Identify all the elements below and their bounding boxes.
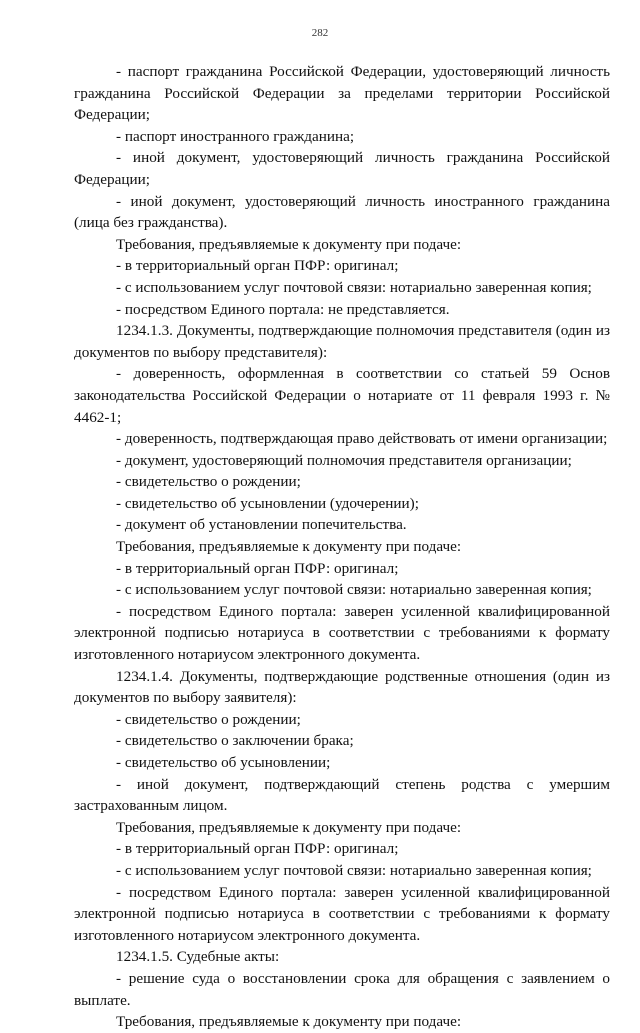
paragraph: - паспорт иностранного гражданина; bbox=[116, 127, 355, 145]
paragraph: - с использованием услуг почтовой связи: нотариально заверенная копия; bbox=[116, 581, 592, 599]
paragraph: - с использованием услуг почтовой связи: нотариально заверенная копия; bbox=[116, 278, 592, 296]
document-body bbox=[74, 61, 610, 1033]
page-number: 282 bbox=[311, 27, 329, 39]
paragraph: - в территориальный орган ПФР: оригинал; bbox=[116, 840, 399, 858]
paragraph: Требования, предъявляемые к документу при подаче: bbox=[116, 818, 462, 836]
paragraph: - посредством Единого портала: заверен усиленной квалифицированной электронной подписью нотариуса в соответствии с требованиями к формату изготовленного нотариусом электронного документа. bbox=[74, 883, 610, 944]
paragraph: - паспорт гражданина Российской Федерации, удостоверяющий личность гражданина Российской Федерации за пределами территории Российской Федерации; bbox=[74, 63, 610, 124]
paragraph: - в территориальный орган ПФР: оригинал; bbox=[116, 257, 399, 275]
paragraph: - иной документ, удостоверяющий личность иностранного гражданина (лица без гражданства). bbox=[74, 192, 610, 232]
paragraph: - с использованием услуг почтовой связи: нотариально заверенная копия; bbox=[116, 861, 592, 879]
paragraph: - доверенность, оформленная в соответствии со статьей 59 Основ законодательства Российской Федерации о нотариате от 11 февраля 1993 г. № 4462-1; bbox=[74, 365, 610, 426]
paragraph: - свидетельство о заключении брака; bbox=[116, 732, 354, 750]
paragraph: - решение суда о восстановлении срока для обращения с заявлением о выплате. bbox=[74, 969, 610, 1009]
paragraph: 1234.1.4. Документы, подтверждающие родственные отношения (один из документов по выбору заявителя): bbox=[74, 667, 610, 707]
paragraph: - посредством Единого портала: не представляется. bbox=[116, 300, 450, 318]
paragraph: - в территориальный орган ПФР: оригинал; bbox=[116, 559, 399, 577]
paragraph: - документ, удостоверяющий полномочия представителя организации; bbox=[116, 451, 572, 469]
paragraph: - документ об установлении попечительства. bbox=[116, 516, 407, 534]
paragraph: - свидетельство об усыновлении (удочерении); bbox=[116, 494, 419, 512]
paragraph: 1234.1.5. Судебные акты: bbox=[116, 948, 280, 966]
paragraph: - посредством Единого портала: заверен усиленной квалифицированной электронной подписью нотариуса в соответствии с требованиями к формату изготовленного нотариусом электронного документа. bbox=[74, 602, 610, 664]
paragraph: - свидетельство об усыновлении; bbox=[116, 754, 331, 771]
paragraph: Требования, предъявляемые к документу при подаче: bbox=[116, 538, 462, 556]
paragraph: Требования, предъявляемые к документу при подаче: bbox=[116, 1013, 462, 1031]
paragraph: - свидетельство о рождении; bbox=[116, 710, 301, 728]
paragraph: - доверенность, подтверждающая право действовать от имени организации; bbox=[116, 430, 608, 448]
paragraph: Требования, предъявляемые к документу при подаче: bbox=[116, 235, 462, 253]
paragraph: - иной документ, удостоверяющий личность гражданина Российской Федерации; bbox=[74, 149, 610, 188]
paragraph: - иной документ, подтверждающий степень родства с умершим застрахованным лицом. bbox=[74, 775, 610, 815]
paragraph: 1234.1.3. Документы, подтверждающие полномочия представителя (один из документов по выбору представителя): bbox=[74, 322, 610, 361]
paragraph: - свидетельство о рождении; bbox=[116, 473, 301, 491]
